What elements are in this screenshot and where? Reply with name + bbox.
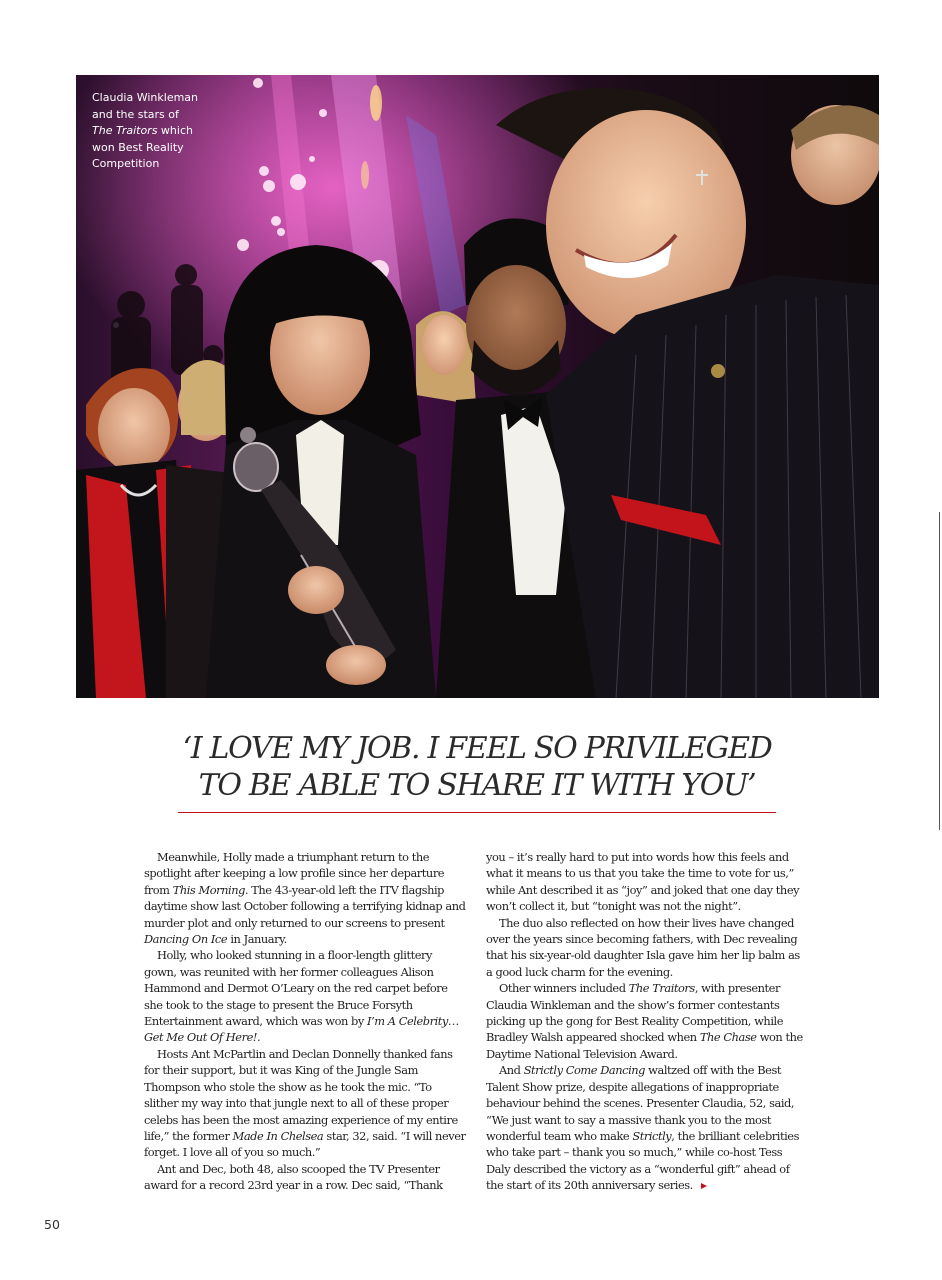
- photo-caption: [92, 90, 232, 173]
- article-paragraph: [144, 947, 467, 1045]
- text-run: waltzed off with the Best Talent Show prize, despite allegations of inappropriate behaviour behind the scenes. Presenter Claudia, 52, said, “We just want to say a massive thank you to the most wonderful team who make: [486, 1063, 795, 1143]
- caption-line-1: Claudia Winkleman: [92, 91, 199, 104]
- article-column-right: [486, 849, 809, 1194]
- show-title: The Chase: [699, 1030, 757, 1045]
- text-run: Other winners included: [499, 981, 629, 996]
- text-run: Hosts Ant McPartlin and Declan Donnelly thanked fans for their support, but it was King of the Jungle Sam Thompson who stole the show as he took the mic. “To slither my way into that jungle next to all of these proper celebs has been the most amazing experience of my entire life,” the former: [144, 1046, 458, 1143]
- split-paragraph-start: Ant and Dec, both 48, also scooped the TV Presenter award for a record 23rd year in a row. Dec said, “Thank: [144, 1161, 443, 1193]
- caption-line-3: which: [157, 124, 193, 137]
- article-paragraph-continuation: [486, 849, 809, 915]
- page-number: 50: [44, 1217, 60, 1232]
- show-title: I’m A Celebrity… Get Me Out Of Here!: [144, 1014, 459, 1045]
- article-paragraph: [144, 1046, 467, 1161]
- caption-show-title: The Traitors: [92, 124, 158, 137]
- text-run: .: [257, 1030, 261, 1045]
- article-paragraph: [144, 849, 467, 947]
- caption-line-5: Competition: [92, 157, 160, 170]
- show-title: Dancing On Ice: [144, 932, 228, 947]
- pull-quote-line-2: TO BE ABLE TO SHARE IT WITH YOU’: [198, 768, 756, 803]
- article-paragraph: [486, 980, 809, 1062]
- pull-quote-line-1: ‘I LOVE MY JOB. I FEEL SO PRIVILEGED: [182, 731, 772, 766]
- article-paragraph: [486, 1062, 809, 1193]
- article-column-left: [144, 849, 467, 1194]
- text-run: in January.: [227, 932, 287, 947]
- pull-quote-divider: [178, 812, 776, 813]
- show-title: Made In Chelsea: [232, 1128, 324, 1143]
- text-run: Meanwhile, Holly made a triumphant return to the spotlight after keeping a low profile since her departure from: [144, 850, 445, 897]
- article-paragraph: The duo also reflected on how their lives have changed over the years since becoming fathers, with Dec revealing that his six-year-old daughter Isla gave him her lip balm as a good luck charm for the evening.: [486, 915, 800, 979]
- caption-line-4: won Best Reality: [92, 140, 184, 154]
- article-paragraph-continued: [144, 1161, 467, 1194]
- text-run: Holly, who looked stunning in a floor-length glittery gown, was reunited with her former colleagues Alison Hammond and Dermot O’Leary on the red carpet before she took to the stage to present the Bruce Forsyth Entertainment award, which was won by: [144, 948, 448, 1029]
- end-of-article-icon: [701, 1183, 707, 1189]
- text-run: , the brilliant celebrities who take part – thank you so much,” while co-host Tess Daly described the victory as a “wonderful gift” ahead of the start of its 20th anniversary series.: [486, 1128, 799, 1193]
- text-run: . The 43-year-old left the ITV flagship daytime show last October following a terrifying kidnap and murder plot and only returned to our screens to present: [144, 882, 466, 930]
- show-title: This Morning: [172, 882, 245, 897]
- caption-line-2: and the stars of: [92, 107, 179, 121]
- show-title: Strictly: [632, 1128, 672, 1143]
- text-run: won the Daytime National Television Award.: [486, 1030, 803, 1061]
- hero-photo: [76, 75, 879, 698]
- text-run: And: [499, 1063, 524, 1078]
- text-run: star, 32, said. “I will never forget. I love all of you so much.”: [144, 1128, 466, 1160]
- page-edge-line: [939, 512, 940, 830]
- show-title: The Traitors: [628, 981, 695, 996]
- pull-quote: [140, 730, 814, 804]
- text-run: , with presenter Claudia Winkleman and the show’s former contestants picking up the gong for Best Reality Competition, while Bradley Walsh appeared shocked when: [486, 981, 783, 1045]
- show-title: Strictly Come Dancing: [523, 1063, 646, 1078]
- split-paragraph-end: you – it’s really hard to put into words how this feels and what it means to us that you take the time to vote for us,” while Ant described it as “joy” and joked that one day they won’t collect it, but “tonight was not the night”.: [486, 850, 800, 914]
